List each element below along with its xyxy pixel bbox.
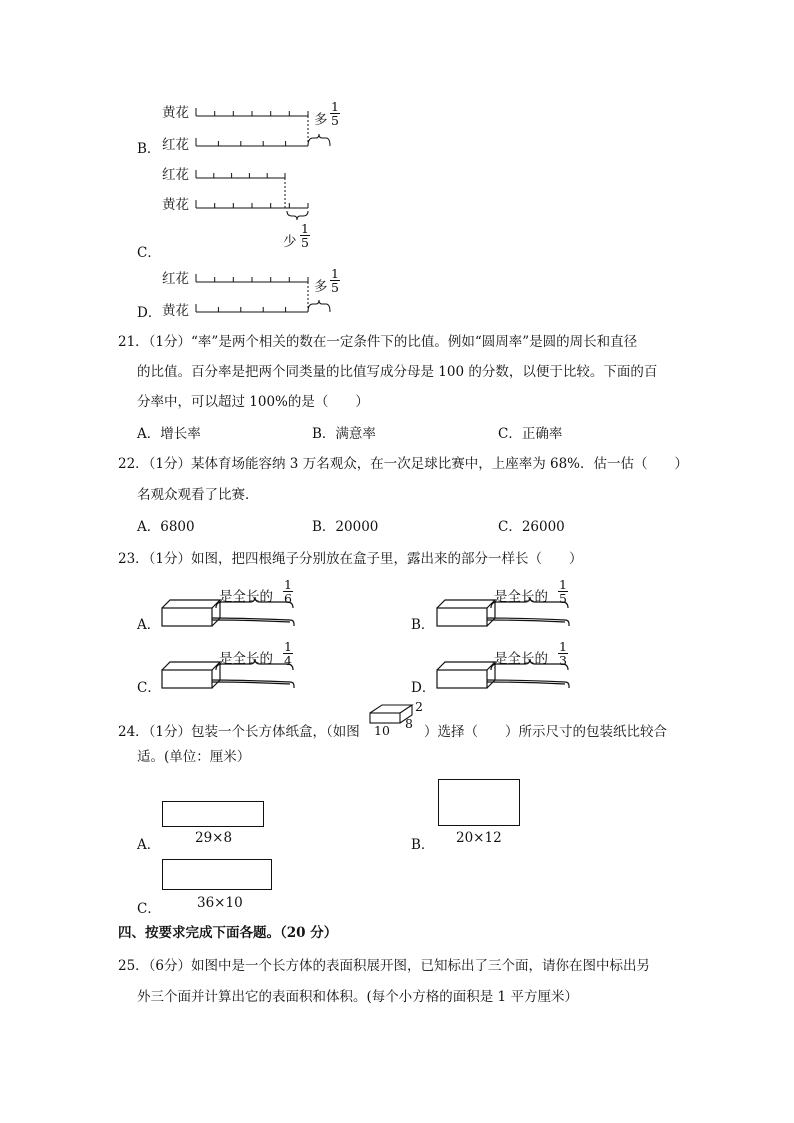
q21-line-2: 的比值。百分率是把两个同类量的比值写成分母是 100 的分数，以便于比较。下面的百 bbox=[137, 364, 658, 380]
q23-option-d[interactable]: D． bbox=[411, 680, 436, 696]
q20-option-c-label: C． bbox=[137, 245, 161, 261]
q22-option-b[interactable]: B．20000 bbox=[312, 519, 379, 535]
q23-d-fraction: $\frac{1}{3}$ bbox=[559, 639, 567, 668]
q20-d-fraction: $\frac{1}{5}$ bbox=[331, 266, 339, 295]
q23-box-diagrams bbox=[0, 577, 794, 700]
q21-option-a[interactable]: A．增长率 bbox=[137, 426, 201, 442]
q22-line-1: 22．（1分）某体育场能容纳 3 万名观众，在一次足球比赛中，上座率为 68%．估一估（ ） bbox=[118, 456, 688, 472]
q24-option-a-size: 29×8 bbox=[195, 830, 233, 846]
q21-option-b[interactable]: B．满意率 bbox=[312, 426, 376, 442]
q24-line-2: 适。(单位：厘米） bbox=[137, 749, 251, 765]
q21-line-1: 21．（1分）“率”是两个相关的数在一定条件下的比值。例如“圆周率”是圆的周长和直径 bbox=[118, 334, 638, 350]
q20-c-fraction: $\frac{1}{5}$ bbox=[301, 221, 309, 250]
q24-box-width: 8 bbox=[405, 716, 413, 731]
q20-b-more: 多 bbox=[314, 112, 328, 128]
q20-b-fraction: $\frac{1}{5}$ bbox=[331, 99, 339, 128]
q23-option-c[interactable]: C． bbox=[137, 680, 161, 696]
q23-option-b[interactable]: B． bbox=[411, 617, 435, 633]
q23-option-a[interactable]: A． bbox=[137, 617, 161, 633]
q22-option-c[interactable]: C．26000 bbox=[498, 519, 565, 535]
q20-c-red-label: 红花 bbox=[162, 167, 189, 183]
q21-line-3: 分率中，可以超过 100%的是（ ） bbox=[137, 394, 369, 410]
q23-line-1: 23．（1分）如图，把四根绳子分别放在盒子里，露出来的部分一样长（ ） bbox=[118, 551, 583, 567]
q20-d-red-label: 红花 bbox=[162, 271, 189, 287]
q24-box-height: 2 bbox=[415, 699, 423, 714]
q24-line-1-part-b: ）选择（ ）所示尺寸的包装纸比较合 bbox=[424, 724, 667, 740]
q20-bar-diagrams bbox=[0, 0, 794, 330]
q20-c-less: 少 bbox=[283, 234, 297, 250]
q20-option-d-label: D． bbox=[137, 305, 162, 321]
q23-a-fraction: $\frac{1}{6}$ bbox=[284, 577, 292, 606]
q24-box-length: 10 bbox=[374, 723, 390, 738]
q20-b-red-label: 红花 bbox=[162, 137, 189, 153]
q24-line-1-part-a: 24．（1分）包装一个长方体纸盒，（如图 bbox=[118, 724, 360, 740]
q24-option-b-rect bbox=[438, 779, 520, 826]
q23-d-caption: 是全长的 bbox=[494, 651, 548, 667]
q20-option-b-label: B． bbox=[137, 141, 161, 157]
q24-option-b-size: 20×12 bbox=[456, 830, 502, 846]
q20-b-yellow-label: 黄花 bbox=[162, 105, 189, 121]
q20-d-more: 多 bbox=[314, 279, 328, 295]
q25-line-2: 外三个面并计算出它的表面积和体积。(每个小方格的面积是 1 平方厘米） bbox=[137, 989, 578, 1005]
section-4-title: 四、按要求完成下面各题。（20 分） bbox=[118, 925, 338, 941]
q24-option-c[interactable]: C． bbox=[137, 901, 161, 917]
q21-option-c[interactable]: C．正确率 bbox=[498, 426, 563, 442]
q24-option-c-rect bbox=[162, 859, 272, 890]
q20-d-yellow-label: 黄花 bbox=[162, 303, 189, 319]
q23-b-fraction: $\frac{1}{5}$ bbox=[559, 577, 567, 606]
q23-c-caption: 是全长的 bbox=[219, 651, 273, 667]
q23-c-fraction: $\frac{1}{4}$ bbox=[284, 639, 292, 668]
q20-c-yellow-label: 黄花 bbox=[162, 197, 189, 213]
q23-a-caption: 是全长的 bbox=[219, 589, 273, 605]
q24-option-a[interactable]: A． bbox=[137, 837, 161, 853]
q22-line-2: 名观众观看了比赛． bbox=[137, 487, 259, 503]
q22-option-a[interactable]: A．6800 bbox=[137, 519, 195, 535]
q24-option-a-rect bbox=[162, 801, 264, 827]
q25-line-1: 25．（6分）如图中是一个长方体的表面积展开图，已知标出了三个面，请你在图中标出另 bbox=[118, 958, 651, 974]
q23-b-caption: 是全长的 bbox=[494, 589, 548, 605]
q24-option-b[interactable]: B． bbox=[411, 837, 435, 853]
q24-option-c-size: 36×10 bbox=[197, 895, 243, 911]
